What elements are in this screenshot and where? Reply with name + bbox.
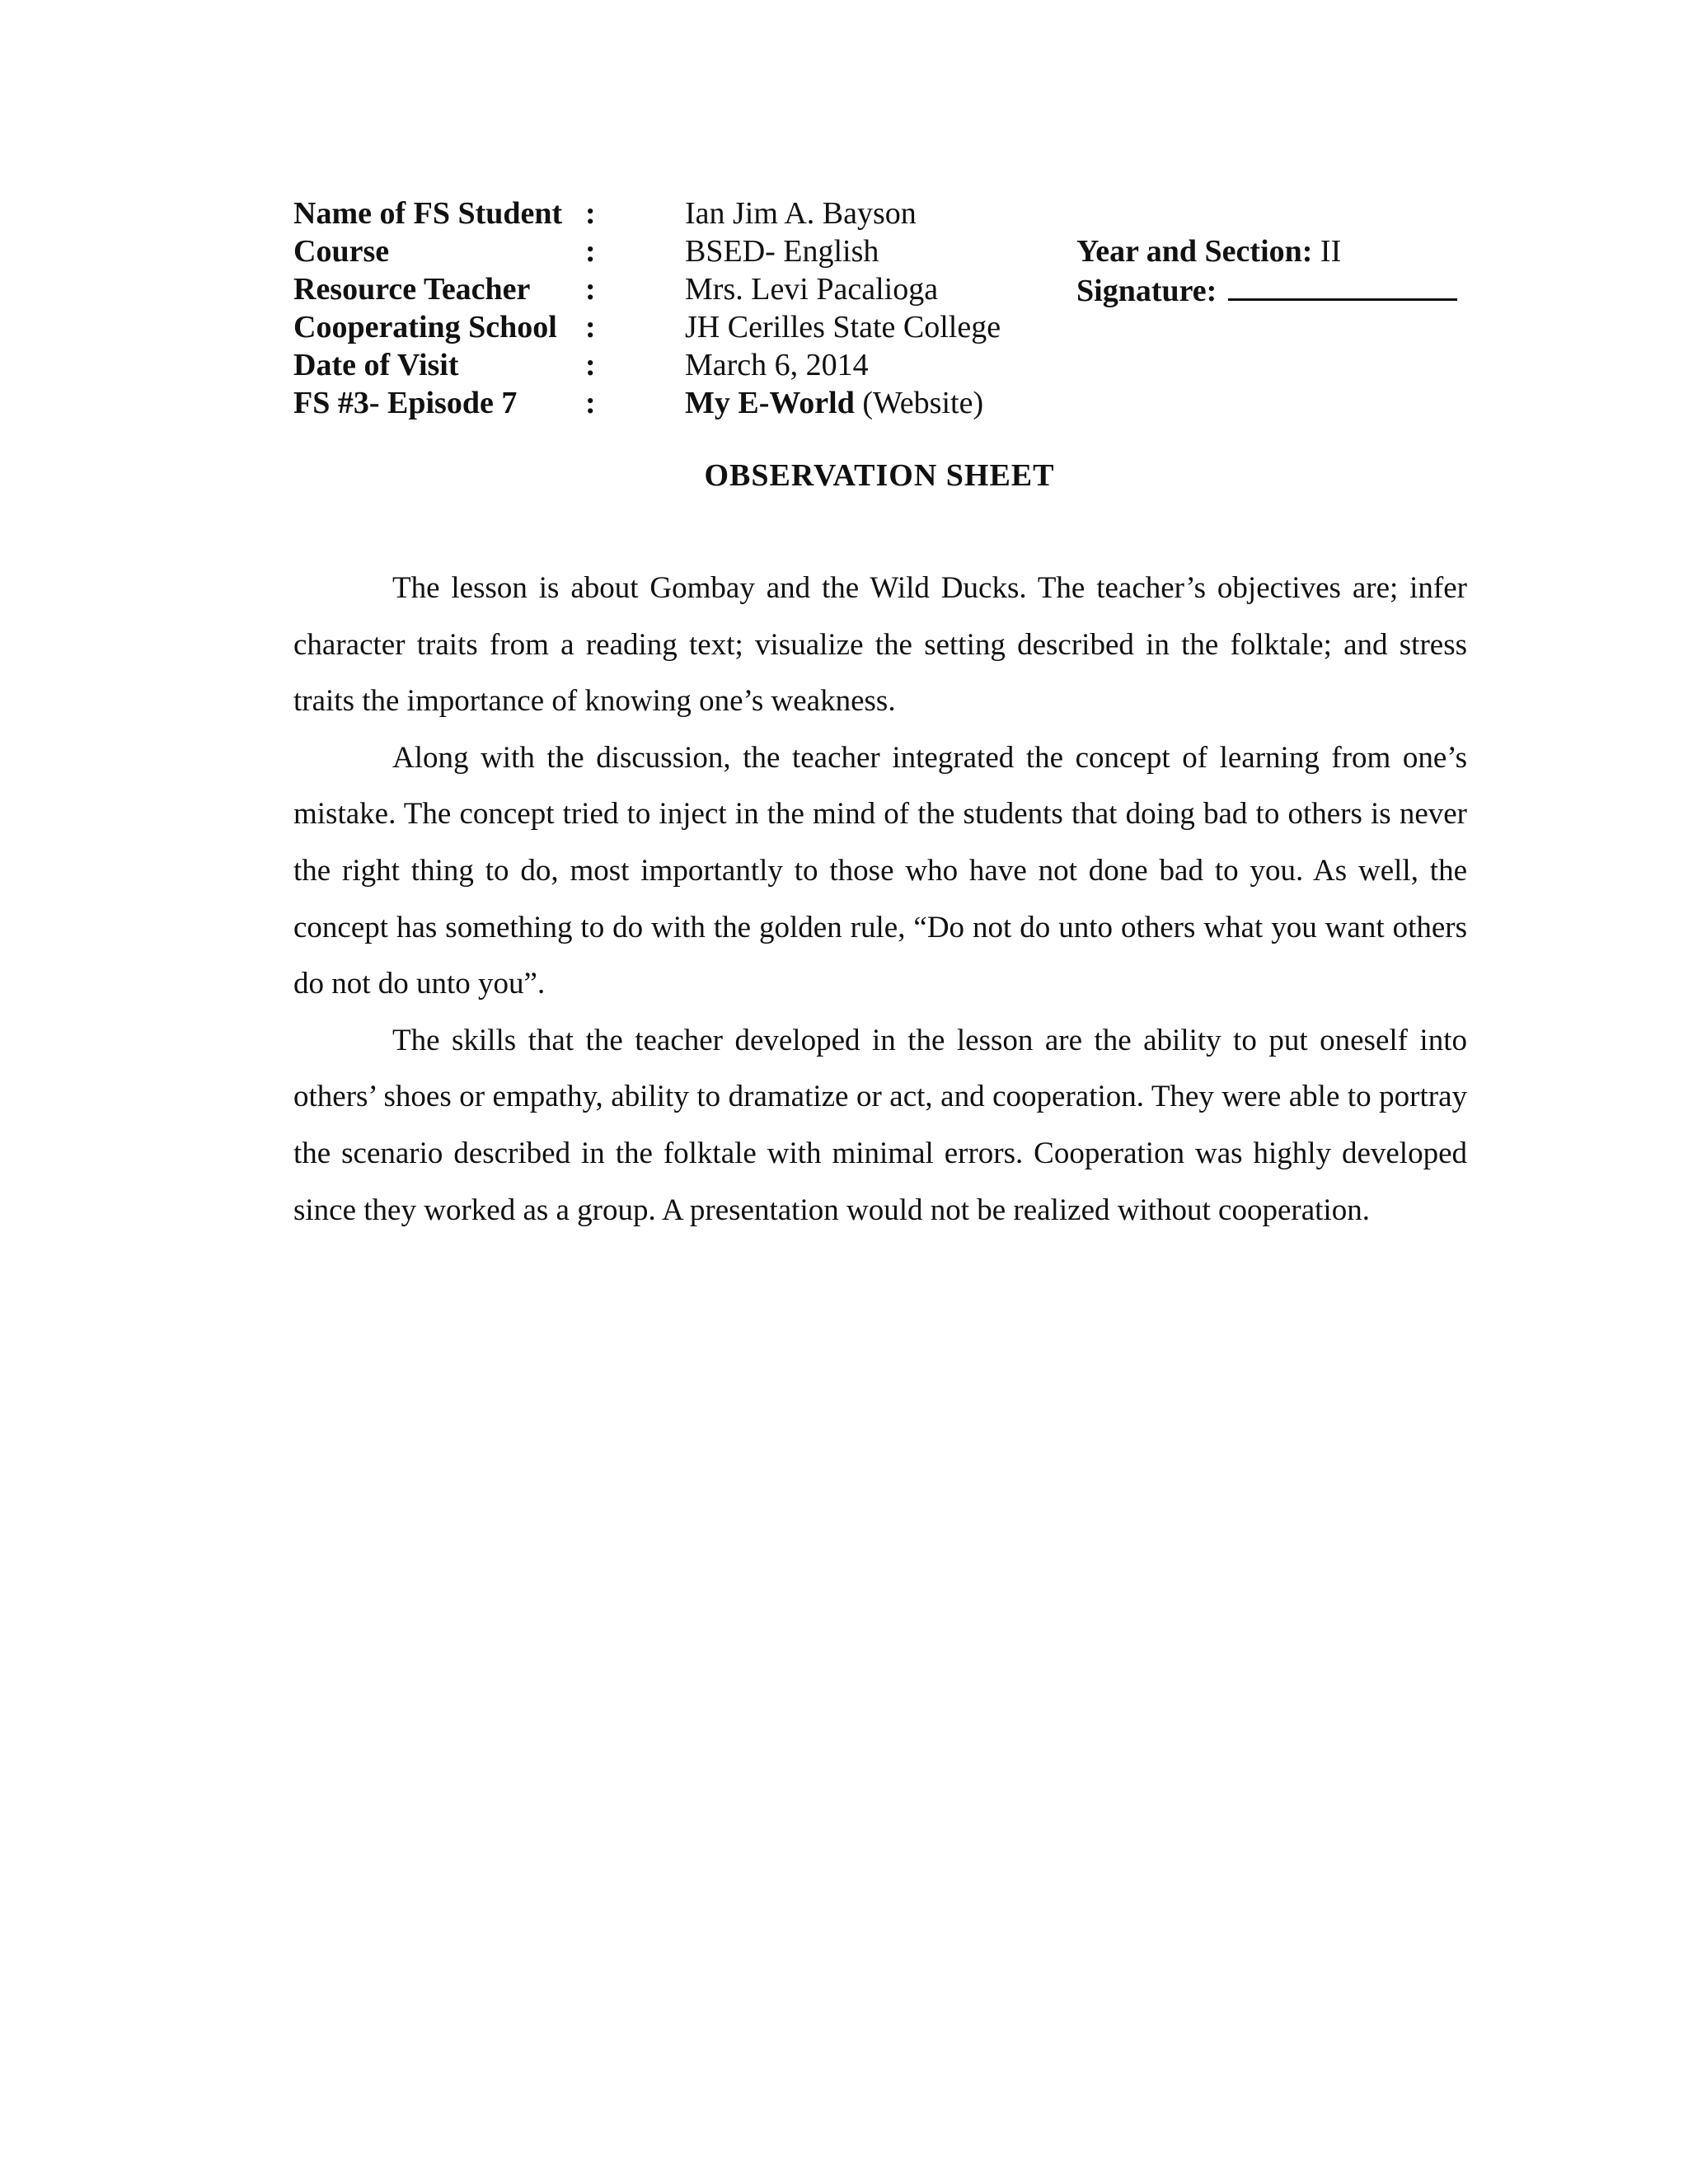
signature-line [1228, 270, 1457, 301]
episode-colon: : [585, 386, 596, 420]
course-colon: : [585, 234, 596, 269]
signature-field [1076, 270, 1457, 310]
page-title: OBSERVATION SHEET [704, 458, 1055, 493]
observation-body [293, 560, 1467, 1239]
course-value: BSED- English [685, 234, 879, 269]
episode-label: FS #3- Episode 7 [293, 386, 518, 420]
header-row-date-of-visit [293, 346, 1530, 384]
header-row-episode [293, 384, 1530, 422]
episode-type: (Website) [862, 386, 984, 420]
paragraph-objectives: The lesson is about Gombay and the Wild Ducks. The teacher’s objectives are; infer character traits from a reading text; visualize the setting described in the folktale; and stress traits the importance of knowing one’s weakness. [293, 571, 1467, 719]
header-row-resource-teacher [293, 270, 1530, 308]
course-label: Course [293, 234, 390, 269]
student-name-label: Name of FS Student [293, 196, 563, 231]
header-row-student [293, 194, 1530, 232]
student-name-value: Ian Jim A. Bayson [685, 196, 917, 231]
header-row-course [293, 232, 1530, 270]
resource-teacher-label: Resource Teacher [293, 272, 531, 307]
resource-teacher-value: Mrs. Levi Pacalioga [685, 272, 939, 307]
year-section-value: II [1320, 234, 1342, 269]
episode-title: My E-World [685, 386, 855, 420]
cooperating-school-colon: : [585, 310, 596, 344]
date-of-visit-value: March 6, 2014 [685, 348, 869, 382]
date-of-visit-colon: : [585, 348, 596, 382]
resource-teacher-colon: : [585, 272, 596, 307]
cooperating-school-value: JH Cerilles State College [685, 310, 1001, 344]
year-section-label: Year and Section: [1076, 234, 1313, 269]
student-name-colon: : [585, 196, 596, 231]
cooperating-school-label: Cooperating School [293, 310, 557, 344]
header-row-cooperating-school [293, 308, 1530, 346]
year-section [1076, 232, 1341, 270]
paragraph-concept: Along with the discussion, the teacher integrated the concept of learning from one’s mistake. The concept tried to inject in the mind of the students that doing bad to others is never the right thing to do, most importantly to those who have not done bad to you. As well, the concept has something to do with the golden rule, “Do not do unto others what you want others do not do unto you”. [293, 740, 1467, 1001]
paragraph-skills: The skills that the teacher developed in the lesson are the ability to put oneself into others’ shoes or empathy, ability to dramatize or act, and cooperation. They were able to portray the scenario described in the folktale with minimal errors. Cooperation was highly developed since they worked as a group. A presentation would not be realized without cooperation. [293, 1023, 1467, 1227]
signature-label: Signature: [1076, 274, 1217, 308]
date-of-visit-label: Date of Visit [293, 348, 459, 382]
episode-value [685, 384, 983, 422]
